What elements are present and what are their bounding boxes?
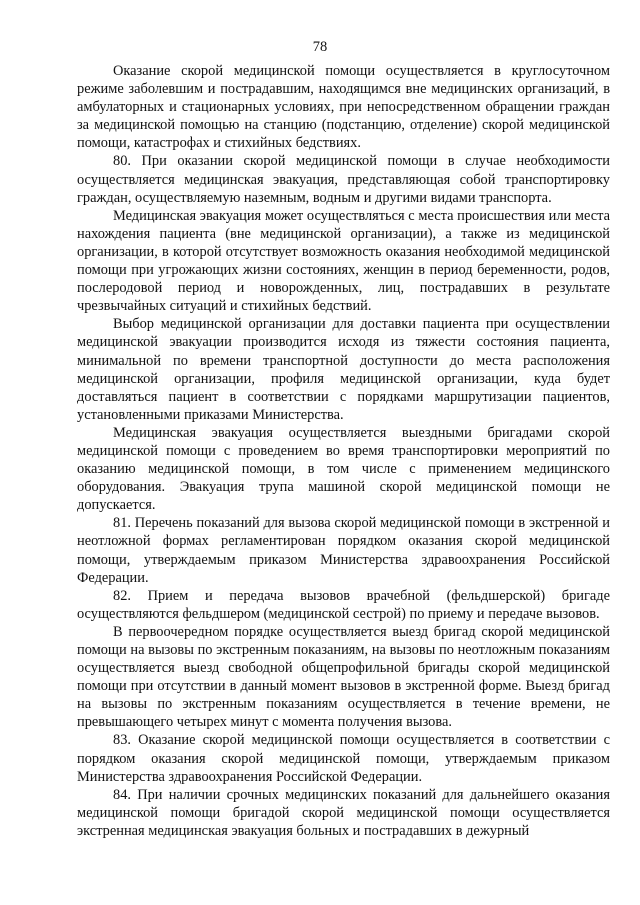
paragraph: 80. При оказании скорой медицинской помощи в случае необходимости осуществляется медицинская эвакуация, представляющая собой транспортировку граждан, осуществляемую наземным, водным и другими видами транспорта. — [77, 153, 610, 206]
document-body — [77, 62, 610, 840]
paragraph: 81. Перечень показаний для вызова скорой медицинской помощи в экстренной и неотложной формах регламентирован порядком оказания скорой медицинской помощи, утверждаемым приказом Министерства здравоохранения Российской Федерации. — [77, 515, 610, 586]
page-number: 78 — [312, 39, 328, 55]
paragraph: 82. Прием и передача вызовов врачебной (фельдшерской) бригаде осуществляются фельдшером (медицинской сестрой) по приему и передаче вызовов. — [77, 587, 610, 622]
paragraph: Медицинская эвакуация может осуществляться с места происшествия или места нахождения пациента (вне медицинской организации), а также из медицинской организации, в которой отсутствует возможность оказания необходимой медицинской помощи при угрожающих жизни состояниях, женщин в период беременности, родов, послеродовой период и новорожденных, лиц, пострадавших в результате чрезвычайных ситуаций и стихийных бедствий. — [77, 207, 610, 315]
paragraph: Оказание скорой медицинской помощи осуществляется в круглосуточном режиме заболевшим и пострадавшим, находящимся вне медицинских организаций, в амбулаторных и стационарных условиях, при непосредственном обращении граждан за медицинской помощью на станцию (подстанцию, отделение) скорой медицинской помощи, катастрофах и стихийных бедствиях. — [77, 63, 610, 152]
paragraph: Выбор медицинской организации для доставки пациента при осуществлении медицинской эвакуации производится исходя из тяжести состояния пациента, минимальной по времени транспортной доступности до места расположения медицинской организации, профиля медицинской организации, куда будет доставляться пациент в соответствии с порядками маршрутизации пациентов, установленными приказами Министерства. — [77, 316, 610, 423]
paragraph: 84. При наличии срочных медицинских показаний для дальнейшего оказания медицинской помощи бригадой скорой медицинской помощи осуществляется экстренная медицинская эвакуация больных и пострадавших в дежурный — [77, 786, 610, 839]
paragraph: Медицинская эвакуация осуществляется выездными бригадами скорой медицинской помощи с проведением во время транспортировки мероприятий по оказанию медицинской помощи, в том числе с применением медицинского оборудования. Эвакуация трупа машиной скорой медицинской помощи не допускается. — [77, 424, 610, 514]
paragraph: В первоочередном порядке осуществляется выезд бригад скорой медицинской помощи на вызовы по экстренным показаниям, на вызовы по неотложным показаниям осуществляется выезд свободной общепрофильной бригады скорой медицинской помощи при отсутствии в данный момент вызовов в экстренной форме. Выезд бригад на вызовы по экстренным показаниям осуществляется в течение времени, не превышающего четырех минут с момента получения вызова. — [77, 623, 610, 731]
paragraph: 83. Оказание скорой медицинской помощи осуществляется в соответствии с порядком оказания скорой медицинской помощи, утверждаемым приказом Министерства здравоохранения Российской Федерации. — [77, 732, 610, 785]
